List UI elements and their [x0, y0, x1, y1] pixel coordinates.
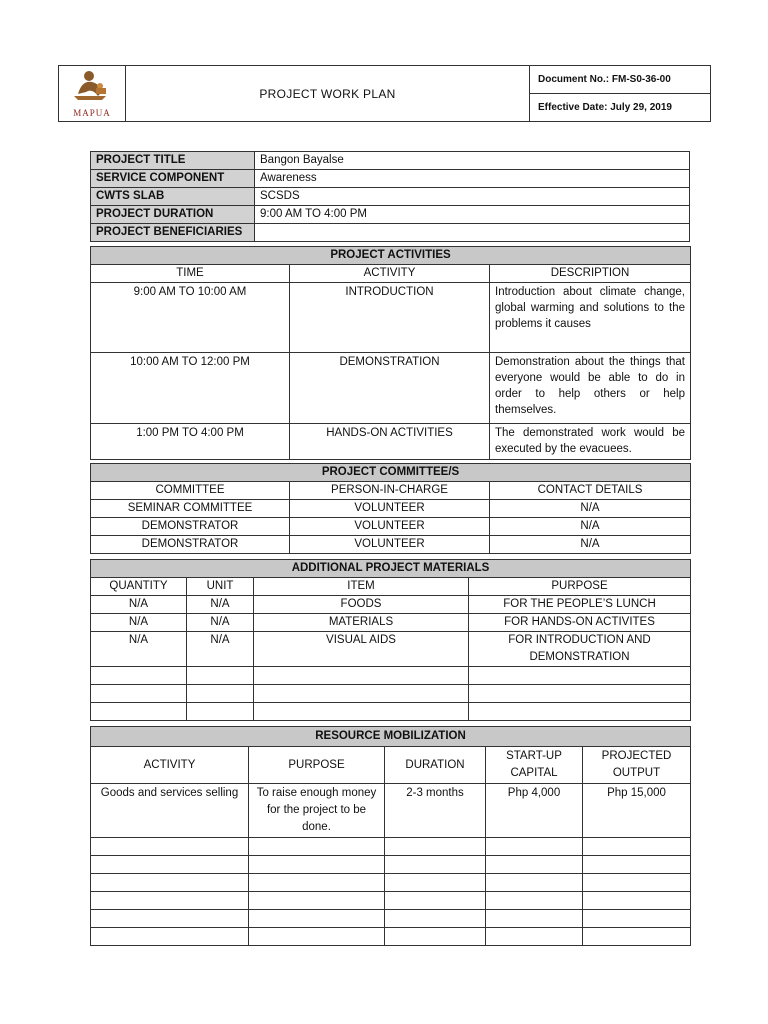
info-row — [91, 188, 690, 206]
activities-col-activity: ACTIVITY — [290, 265, 490, 283]
material-quantity: N/A — [91, 632, 187, 667]
resources-heading: RESOURCE MOBILIZATION — [91, 727, 691, 747]
project-info-table — [90, 151, 690, 242]
material-unit: N/A — [187, 632, 254, 667]
info-label: SERVICE COMPONENT — [91, 170, 255, 188]
material-purpose: FOR THE PEOPLE’S LUNCH — [469, 596, 691, 614]
table-row-empty — [91, 874, 691, 892]
materials-col-unit: UNIT — [187, 578, 254, 596]
activity-description: Introduction about climate change, global warming and solutions to the problems it causes — [490, 283, 691, 353]
committees-col-committee: COMMITTEE — [91, 482, 290, 500]
committee-name: DEMONSTRATOR — [91, 518, 290, 536]
info-row — [91, 170, 690, 188]
table-row-empty — [91, 910, 691, 928]
table-row-empty — [91, 928, 691, 946]
table-row-empty — [91, 685, 691, 703]
resources-col-output: PROJECTED OUTPUT — [583, 747, 691, 784]
info-row — [91, 224, 690, 242]
info-value: 9:00 AM TO 4:00 PM — [255, 206, 690, 224]
activity-description: The demonstrated work would be executed by the evacuees. — [490, 424, 691, 460]
table-row — [91, 283, 691, 353]
committee-contact: N/A — [490, 500, 691, 518]
table-row — [91, 784, 691, 838]
resource-output: Php 15,000 — [583, 784, 691, 838]
table-row — [91, 632, 691, 667]
committees-col-contact: CONTACT DETAILS — [490, 482, 691, 500]
document-number: Document No.: FM-S0-36-00 — [530, 66, 711, 94]
table-row — [91, 518, 691, 536]
material-item: MATERIALS — [254, 614, 469, 632]
activities-heading: PROJECT ACTIVITIES — [91, 247, 691, 265]
activities-col-description: DESCRIPTION — [490, 265, 691, 283]
material-unit: N/A — [187, 596, 254, 614]
committee-name: SEMINAR COMMITTEE — [91, 500, 290, 518]
committees-heading: PROJECT COMMITTEE/S — [91, 464, 691, 482]
table-row-empty — [91, 703, 691, 721]
table-row — [91, 596, 691, 614]
table-row-empty — [91, 892, 691, 910]
materials-col-item: ITEM — [254, 578, 469, 596]
resources-col-duration: DURATION — [385, 747, 486, 784]
effective-date: Effective Date: July 29, 2019 — [530, 94, 711, 122]
document-header — [58, 65, 711, 122]
project-committees-table — [90, 463, 691, 554]
activity-time: 10:00 AM TO 12:00 PM — [91, 353, 290, 424]
info-label: PROJECT DURATION — [91, 206, 255, 224]
material-quantity: N/A — [91, 596, 187, 614]
table-row-empty — [91, 838, 691, 856]
table-row — [91, 536, 691, 554]
activity-time: 9:00 AM TO 10:00 AM — [91, 283, 290, 353]
info-value: Awareness — [255, 170, 690, 188]
resource-capital: Php 4,000 — [486, 784, 583, 838]
material-item: FOODS — [254, 596, 469, 614]
info-value: SCSDS — [255, 188, 690, 206]
info-row — [91, 152, 690, 170]
logo-cell — [59, 66, 126, 122]
table-row — [91, 614, 691, 632]
committee-person: VOLUNTEER — [290, 500, 490, 518]
activity-time: 1:00 PM TO 4:00 PM — [91, 424, 290, 460]
material-quantity: N/A — [91, 614, 187, 632]
material-purpose: FOR INTRODUCTION AND DEMONSTRATION — [469, 632, 691, 667]
resources-col-capital: START-UP CAPITAL — [486, 747, 583, 784]
activity-name: DEMONSTRATION — [290, 353, 490, 424]
info-label: PROJECT BENEFICIARIES — [91, 224, 255, 242]
info-label: CWTS SLAB — [91, 188, 255, 206]
resource-duration: 2-3 months — [385, 784, 486, 838]
resources-col-activity: ACTIVITY — [91, 747, 249, 784]
table-row — [91, 353, 691, 424]
committees-col-person: PERSON-IN-CHARGE — [290, 482, 490, 500]
resource-purpose: To raise enough money for the project to be done. — [249, 784, 385, 838]
material-purpose: FOR HANDS-ON ACTIVITES — [469, 614, 691, 632]
resources-col-purpose: PURPOSE — [249, 747, 385, 784]
materials-col-quantity: QUANTITY — [91, 578, 187, 596]
logo-text: MAPUA — [73, 108, 111, 118]
table-row — [91, 424, 691, 460]
table-row — [91, 500, 691, 518]
committee-contact: N/A — [490, 518, 691, 536]
material-unit: N/A — [187, 614, 254, 632]
activities-col-time: TIME — [91, 265, 290, 283]
committee-person: VOLUNTEER — [290, 518, 490, 536]
page-title: PROJECT WORK PLAN — [126, 66, 530, 122]
additional-materials-table — [90, 559, 691, 721]
info-label: PROJECT TITLE — [91, 152, 255, 170]
info-row — [91, 206, 690, 224]
committee-person: VOLUNTEER — [290, 536, 490, 554]
material-item: VISUAL AIDS — [254, 632, 469, 667]
project-activities-table — [90, 246, 691, 460]
activity-name: INTRODUCTION — [290, 283, 490, 353]
table-row-empty — [91, 856, 691, 874]
activity-description: Demonstration about the things that everyone would be able to do in order to help others or help themselves. — [490, 353, 691, 424]
committee-name: DEMONSTRATOR — [91, 536, 290, 554]
table-row-empty — [91, 667, 691, 685]
materials-heading: ADDITIONAL PROJECT MATERIALS — [91, 560, 691, 578]
committee-contact: N/A — [490, 536, 691, 554]
resource-activity: Goods and services selling — [91, 784, 249, 838]
materials-col-purpose: PURPOSE — [469, 578, 691, 596]
info-value: Bangon Bayalse — [255, 152, 690, 170]
resource-mobilization-table — [90, 726, 691, 946]
info-value — [255, 224, 690, 242]
activity-name: HANDS-ON ACTIVITIES — [290, 424, 490, 460]
